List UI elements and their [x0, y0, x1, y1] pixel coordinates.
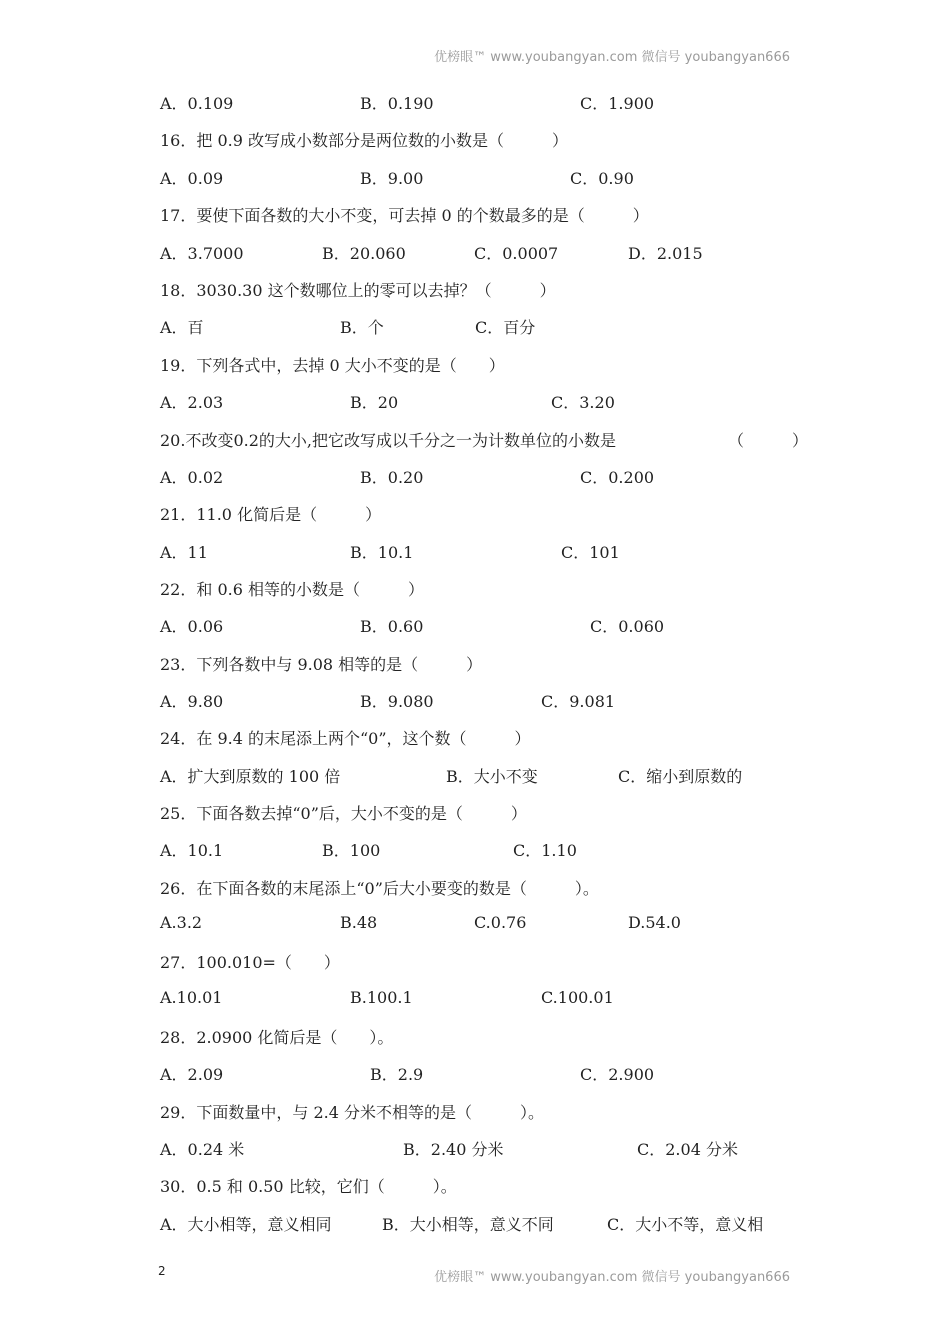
- q25-question: 25．下面各数去掉“0”后，大小不变的是（ ）: [160, 804, 527, 823]
- q20-question: 20.不改变0.2的大小,把它改写成以千分之一为计数单位的小数是 （ ）: [0, 428, 950, 450]
- q22-option-c: C．0.060: [590, 617, 665, 636]
- q15-option-c: C．1.900: [580, 94, 655, 113]
- q18-question: 18．3030.30 这个数哪位上的零可以去掉？（ ）: [160, 281, 556, 300]
- q20-option-a: A．0.02: [160, 468, 224, 487]
- q20-option-c: C．0.200: [580, 468, 655, 487]
- q28-option-a: A．2.09: [160, 1065, 224, 1084]
- q27-option-a: A.10.01: [160, 988, 223, 1007]
- q19-option-b: B．20: [350, 393, 399, 412]
- q30-option-c: C．大小不等，意义相: [607, 1215, 764, 1234]
- q22-question: 22．和 0.6 相等的小数是（ ）: [160, 580, 424, 599]
- q28-question: 28．2.0900 化简后是（ ）。: [160, 1028, 394, 1047]
- q19-question: 19．下列各式中，去掉 0 大小不变的是（ ）: [160, 356, 505, 375]
- q30-options: [0, 1212, 950, 1234]
- q20-option-b: B．0.20: [360, 468, 424, 487]
- q23-option-c: C．9.081: [541, 692, 616, 711]
- q26-options: [0, 913, 950, 935]
- q28-option-b: B．2.9: [370, 1065, 424, 1084]
- q18-option-b: B．个: [340, 318, 384, 337]
- q19-option-a: A．2.03: [160, 393, 224, 412]
- q24-options: [0, 764, 950, 786]
- q17-options: [0, 241, 950, 263]
- q22-option-b: B．0.60: [360, 617, 424, 636]
- q27-question: 27．100.010=（ ）: [160, 953, 340, 972]
- page-number: 2: [158, 1264, 166, 1278]
- q25-option-c: C．1.10: [513, 841, 577, 860]
- q24-question: 24．在 9.4 的末尾添上两个“0”，这个数（ ）: [160, 729, 531, 748]
- q18-option-c: C．百分: [475, 318, 536, 337]
- q17-option-a: A．3.7000: [160, 244, 244, 263]
- q22-options: [0, 614, 950, 636]
- q30-question: 30．0.5 和 0.50 比较，它们（ ）。: [160, 1177, 457, 1196]
- q19-options: [0, 390, 950, 412]
- q23-question: 23．下列各数中与 9.08 相等的是（ ）: [160, 655, 483, 674]
- q27-options: [0, 988, 950, 1010]
- q23-options: [0, 689, 950, 711]
- q15-options: [0, 91, 950, 113]
- q16-option-a: A．0.09: [160, 169, 224, 188]
- q29-options: [0, 1137, 950, 1159]
- q16-option-b: B．9.00: [360, 169, 424, 188]
- q21-question: 21．11.0 化简后是（ ）: [160, 505, 382, 524]
- q26-option-a: A.3.2: [160, 913, 203, 932]
- q18-option-a: A．百: [160, 318, 204, 337]
- q24-option-b: B．大小不变: [446, 767, 538, 786]
- q19-option-c: C．3.20: [551, 393, 615, 412]
- q29-option-a: A．0.24 米: [160, 1140, 245, 1159]
- q27-option-b: B.100.1: [350, 988, 413, 1007]
- q24-option-a: A．扩大到原数的 100 倍: [160, 767, 341, 786]
- q21-option-a: A．11: [160, 543, 208, 562]
- q25-option-b: B．100: [322, 841, 381, 860]
- q30-option-b: B．大小相等，意义不同: [382, 1215, 554, 1234]
- q22-option-a: A．0.06: [160, 617, 224, 636]
- q23-option-b: B．9.080: [360, 692, 434, 711]
- q25-option-a: A．10.1: [160, 841, 224, 860]
- q18-options: [0, 315, 950, 337]
- q21-option-c: C．101: [561, 543, 620, 562]
- q26-option-d: D.54.0: [628, 913, 681, 932]
- q21-options: [0, 540, 950, 562]
- q25-options: [0, 838, 950, 860]
- q29-question: 29．下面数量中，与 2.4 分米不相等的是（ ）。: [160, 1103, 544, 1122]
- q17-option-c: C．0.0007: [474, 244, 559, 263]
- q27-option-c: C.100.01: [541, 988, 614, 1007]
- q21-option-b: B．10.1: [350, 543, 414, 562]
- q26-option-b: B.48: [340, 913, 378, 932]
- q28-options: [0, 1062, 950, 1084]
- q23-option-a: A．9.80: [160, 692, 224, 711]
- q28-option-c: C．2.900: [580, 1065, 655, 1084]
- q20-options: [0, 465, 950, 487]
- q15-option-a: A．0.109: [160, 94, 234, 113]
- q16-option-c: C．0.90: [570, 169, 634, 188]
- q17-option-d: D．2.015: [628, 244, 703, 263]
- q26-option-c: C.0.76: [474, 913, 527, 932]
- q16-options: [0, 166, 950, 188]
- q16-question: 16．把 0.9 改写成小数部分是两位数的小数是（ ）: [160, 131, 568, 150]
- q29-option-c: C．2.04 分米: [637, 1140, 738, 1159]
- q15-option-b: B．0.190: [360, 94, 434, 113]
- q26-question: 26．在下面各数的末尾添上“0”后大小要变的数是（ ）。: [160, 879, 599, 898]
- q30-option-a: A．大小相等，意义相同: [160, 1215, 332, 1234]
- q20-answer-paren: （ ）: [728, 431, 809, 450]
- q17-question: 17．要使下面各数的大小不变，可去掉 0 的个数最多的是（ ）: [160, 206, 649, 225]
- q24-option-c: C．缩小到原数的: [618, 767, 743, 786]
- q17-option-b: B．20.060: [322, 244, 406, 263]
- q29-option-b: B．2.40 分米: [403, 1140, 504, 1159]
